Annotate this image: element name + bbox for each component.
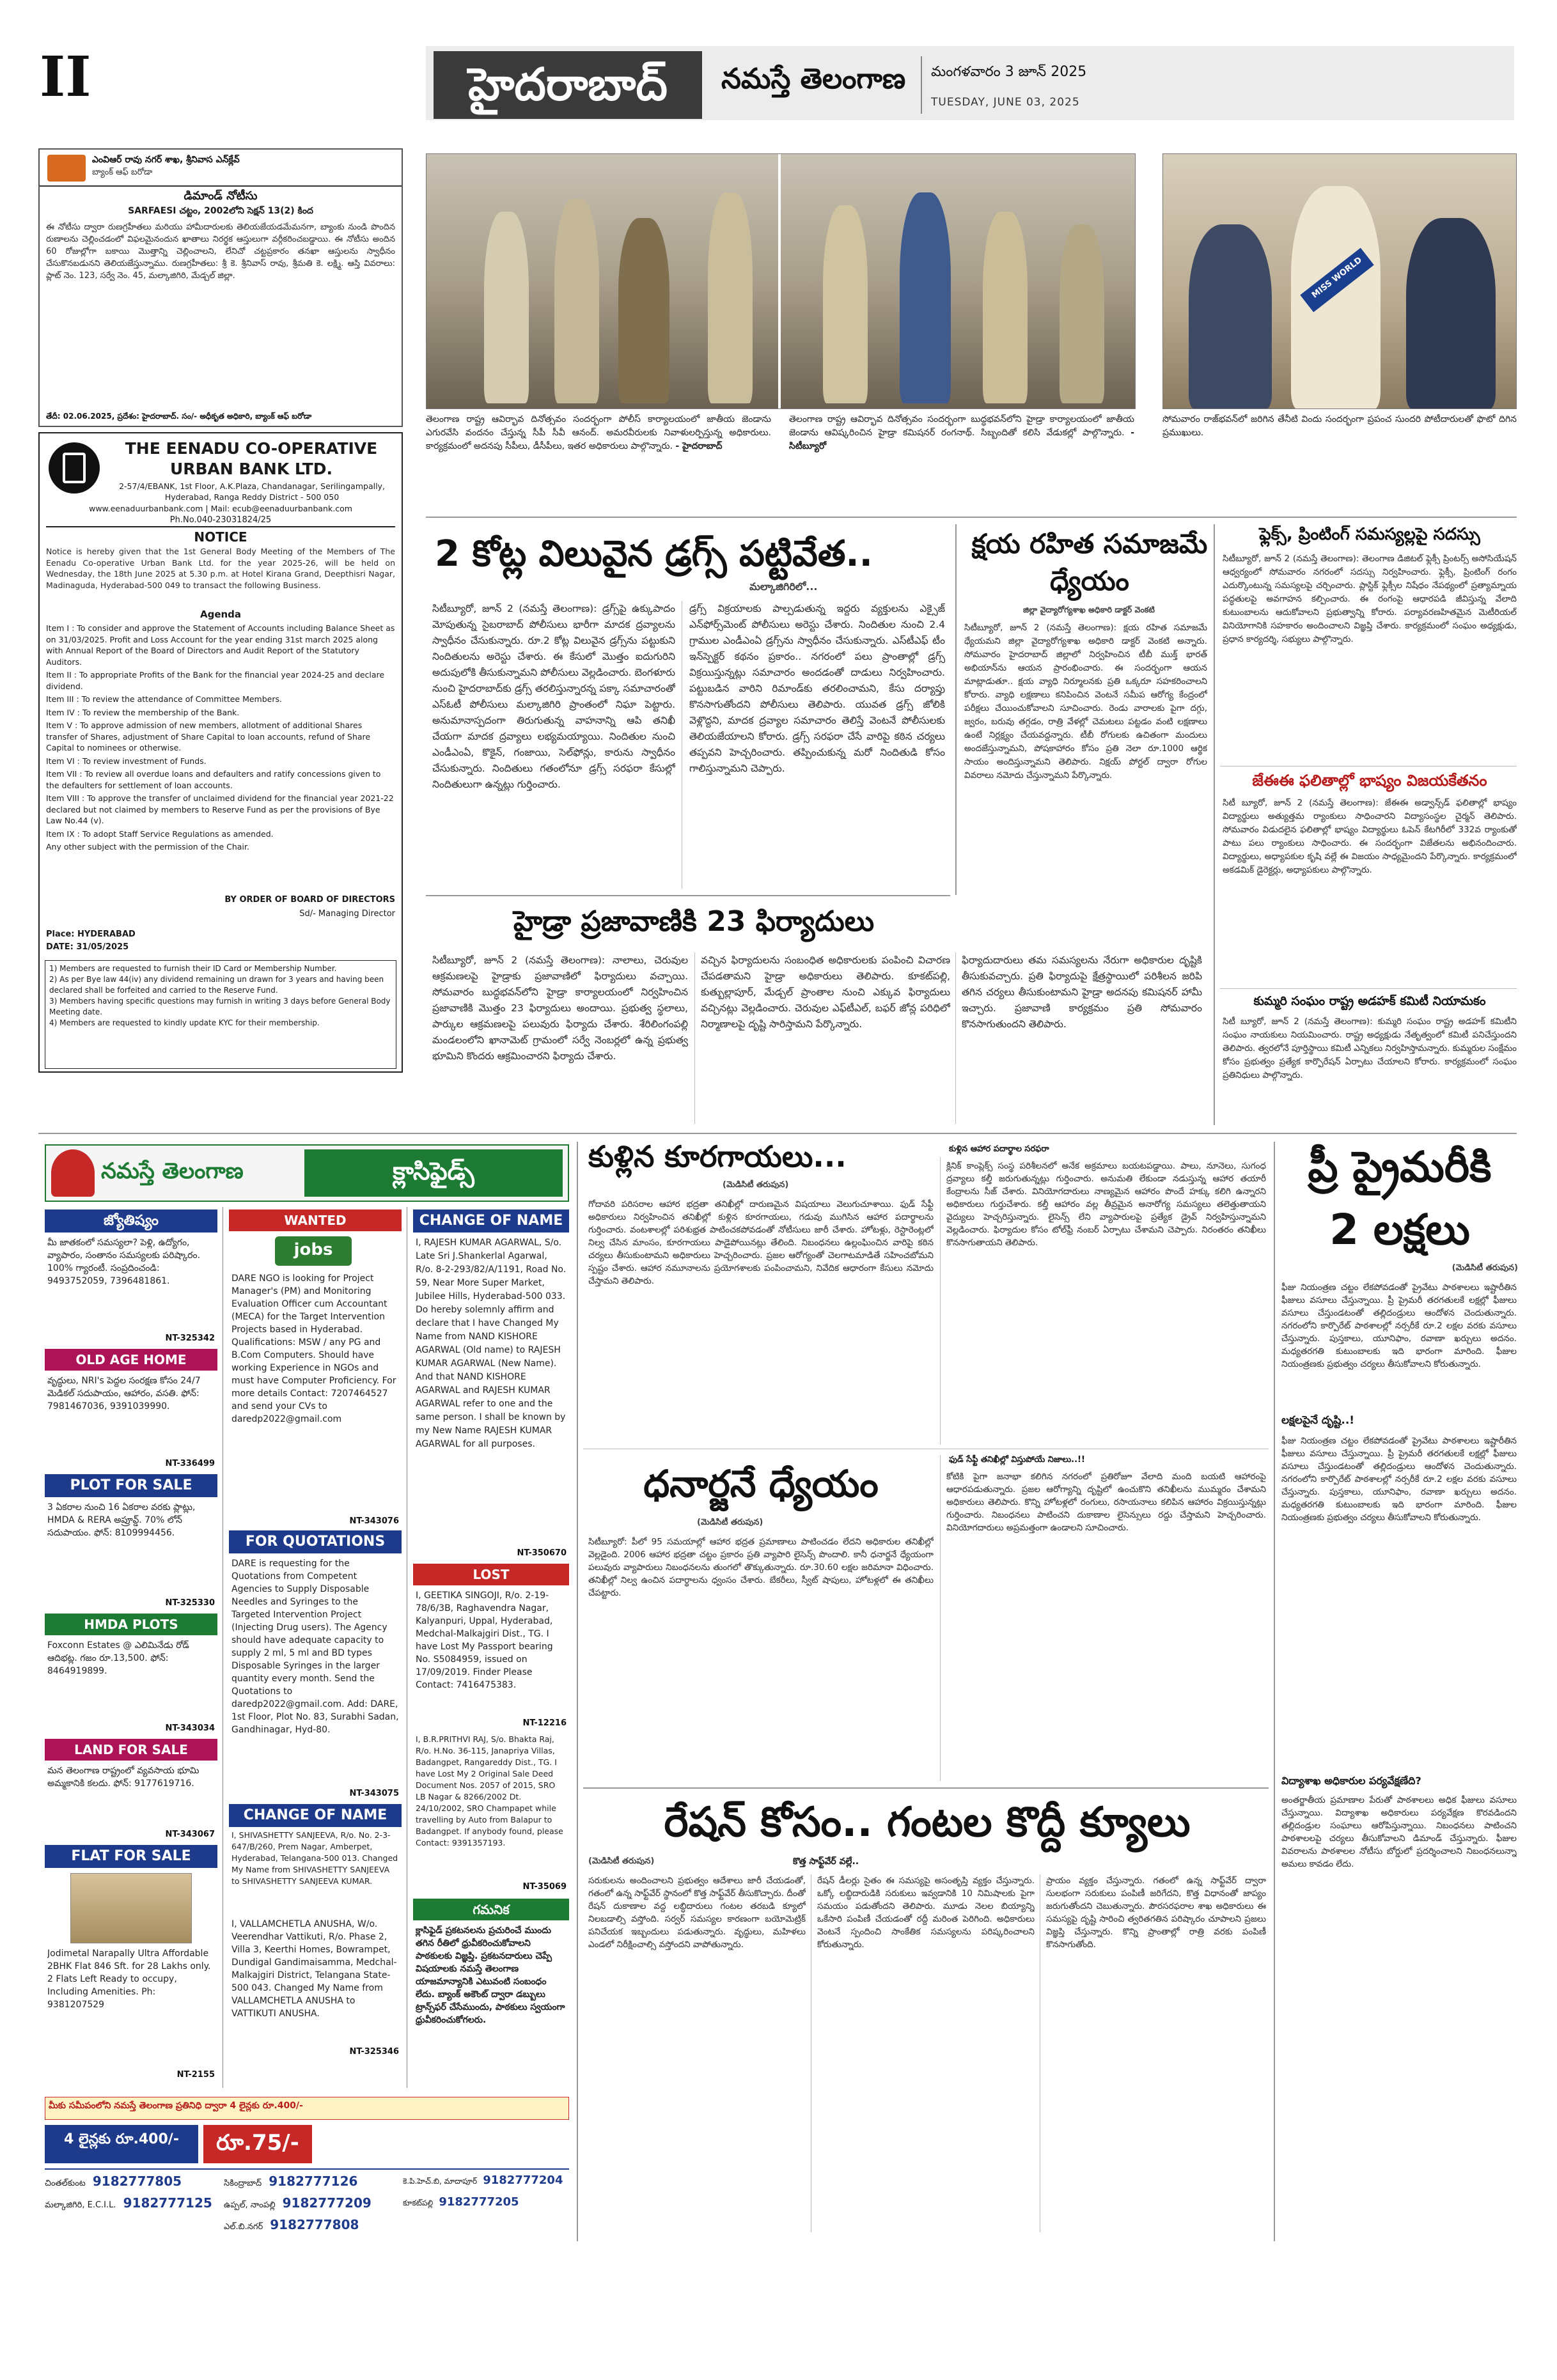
nt-number: NT-325330 [165,1598,215,1608]
lost1-text: I, GEETIKA SINGOJI, R/o. 2-19-78/6/3B, Raghavendra Nagar, Kalyanpuri, Uppal, Hyderabad, Medchal-Malkajgiri Dist., TG. I have Lost My Passport bearing No. S5084959, issued on 17/09/2019. Finder Please Contact: 7416475383. [416,1591,553,1690]
story-money-kicker: ఫుడ్ సేఫ్టీ తనిఖీల్లో విస్తుపోయే నిజాలు..!! [949,1455,1085,1465]
story-hydra-col1: సిటీబ్యూరో, జూన్ 2 (నమస్తే తెలంగాణ): నాలాలు, చెరువుల ఆక్రమణలపై హైడ్రాకు ప్రజావాణిలో ఫిర్యాదులు వచ్చాయి. సోమవారం బుద్ధభవన్‌లోని హైడ్రా కార్యాలయంలో నిర్వహించిన ప్రజావాణికి మొత్తం 23 ఫిర్యాదులు అందాయి. ప్రభుత్వ స్థలాలు, పార్కుల ఆక్రమణలపై పలువురు ఫిర్యాదు చేశారు. శేరిలింగంపల్లి మండలంలోని ఖానామెట్ గ్రామంలో సర్వే నెంబర్లలో ఉన్న ప్రభుత్వ భూమిని కొందరు ఆక్రమించారని ఫిర్యాదు చేశారు. [432,954,688,1062]
caption-credit: - హైదరాబాద్ [675,441,723,451]
story-flex-headline: ఫ్లెక్స్, ప్రింటింగ్ సమస్యల్లపై సదస్సు [1259,525,1480,544]
agenda-item: Item III : To review the attendance of Committee Members. [46,694,282,704]
classifieds-brand-logo [51,1149,95,1197]
story-veg-col2: క్లినిక్ కాంప్లెక్స్ సంస్థ పరిశీలనలో అనేక అక్రమాలు బయటపడ్డాయి. పాలు, నూనెలు, సుగంధ ద్రవ్యాలు కల్తీ జరుగుతున్నట్లు గుర్తించారు. అనుమతి లేకుండా నడుస్తున్న ఆహార తయారీ కేంద్రాలను సీజ్ చేశారు. వినియోగదారులు నాణ్యమైన ఆహారం పొందే హక్కు కలిగి ఉన్నారని అధికారులు గుర్తుచేశారు. కల్తీ ఆహారం వల్ల తీవ్రమైన అనారోగ్య సమస్యలు తలెత్తుతాయని వైద్యులు హెచ్చరిస్తున్నారు. లైసెన్స్ లేని వ్యాపారులపై ప్రత్యేక డ్రైవ్ నిర్వహిస్తున్నామని వెల్లడించారు. ఫిర్యాదుల కోసం టోల్‌ఫ్రీ నంబర్ ఏర్పాటు చేశామని చెప్పారు. నిరంతరం తనిఖీలు కొనసాగుతాయని తెలిపారు. [946,1161,1266,1248]
eenadu-web: www.eenaduurbanbank.com | Mail: ecub@eenaduurbanbank.com [89,504,352,513]
phone-area: కూకట్‌పల్లి [403,2198,434,2207]
jobs-logo-text: jobs [293,1240,333,1259]
phone-item [224,2195,396,2212]
figure [1189,224,1272,409]
nt-number: NT-12216 [522,1718,567,1728]
story-drugs-col1: సిటీబ్యూరో, జూన్ 2 (నమస్తే తెలంగాణ): డ్రగ్స్‌పై ఉక్కుపాదం మోపుతున్న సైబరాబాద్ పోలీసులు భారీగా మాదక ద్రవ్యాలను స్వాధీనం చేసుకున్నారు. రూ.2 కోట్ల విలువైన డ్రగ్స్‌ను పట్టుకుని నిందితులను అరెస్టు చేశారు. ఈ కేసులో మొత్తం ఐదుగురిని అదుపులోకి తీసుకున్నామని పోలీసులు వెల్లడించారు. బెంగళూరు నుంచి హైదరాబాద్‌కు డ్రగ్స్ తరలిస్తున్నారన్న పక్కా సమాచారంతో ఎస్‌ఓటీ పోలీసులు మల్కాజిగిరి ప్రాంతంలో నిఘా పెట్టారు. అనుమానాస్పదంగా తిరుగుతున్న వాహనాన్ని ఆపి తనిఖీ చేయగా మాదక ద్రవ్యాలు లభ్యమయ్యాయి. నిందితుల నుంచి ఎండీఎంఏ, కొకైన్, గంజాయి, సెల్‌ఫోన్లు, కారును స్వాధీనం చేసుకున్నారు. నిందితులు గతంలోనూ డ్రగ్స్ సరఫరా కేసుల్లో నిందితులుగా ఉన్నట్లు గుర్తించారు. [432,603,675,790]
story-drugs-col2: డ్రగ్స్ విక్రయాలకు పాల్పడుతున్న ఇద్దరు వ్యక్తులను ఎక్సైజ్ ఎన్‌ఫోర్స్‌మెంట్ పోలీసులు అరెస్టు చేశారు. నిందితుల నుంచి 2.4 గ్రాముల ఎండీఎంఏ డ్రగ్స్‌ను స్వాధీనం చేసుకున్నారు. ఎస్‌టీఎఫ్ టీం ఇన్‌స్పెక్టర్ కథనం ప్రకారం.. నగరంలో పలు ప్రాంతాల్లో డ్రగ్స్ విక్రయిస్తున్నట్లు సమాచారం అందడంతో దాడులు నిర్వహించారు. పట్టుబడిన వారిని రిమాండ్‌కు తరలించామని, కేసు దర్యాప్తు కొనసాగుతోందని పోలీసులు తెలిపారు. యువత డ్రగ్స్ జోలికి వెళ్లొద్దని, మాదక ద్రవ్యాల సమాచారం తెలిస్తే వెంటనే పోలీసులకు తెలియజేయాలని కోరారు. డ్రగ్స్ సరఫరా చేసే వారిపై కఠిన చర్యలు తప్పవని హెచ్చరించారు. తప్పించుకున్న మరో నిందితుడి కోసం గాలిస్తున్నామని చెప్పారు. [689,603,945,774]
story-tb-col1: సిటీబ్యూరో, జూన్ 2 (నమస్తే తెలంగాణ): క్షయ రహిత సమాజమే ధ్యేయమని జిల్లా వైద్యారోగ్యశాఖ అధికారి డాక్టర్ వెంకటి అన్నారు. సోమవారం హైదరాబాద్ జిల్లాలో నిర్వహించిన టీబీ ముక్త్ భారత్ అభియాన్‌ను ఆయన ప్రారంభించారు. ఈ సందర్భంగా ఆయన మాట్లాడుతూ.. క్షయ వ్యాధి నిర్మూలనకు ప్రతి ఒక్కరూ సహకరించాలని కోరారు. వ్యాధి లక్షణాలు కనిపించిన వెంటనే సమీప ఆరోగ్య కేంద్రంలో పరీక్షలు చేయించుకోవాలని సూచించారు. రెండు వారాలకు పైగా దగ్గు, జ్వరం, బరువు తగ్గడం, రాత్రి వేళల్లో చెమటలు పట్టడం వంటి లక్షణాలు ఉంటే నిర్లక్ష్యం చేయవద్దన్నారు. టీబీ రోగులకు ఉచితంగా మందులు అందజేస్తున్నామని, పోషకాహారం కోసం ప్రతి నెలా రూ.1000 ఆర్థిక సాయం అందిస్తున్నామని తెలిపారు. నిక్షయ్ పోర్టల్ ద్వారా రోగుల వివరాలు నమోదు చేస్తున్నామని పేర్కొన్నారు. [964,623,1207,781]
agenda-item: Item I : To consider and approve the Statement of Accounts including Balance Sheet as on 31/03/2025. Profit and Loss Account for the year ending 31st march 2025 along with Annual Report of the Board of Directors and Audit Report of the Statutory Auditors. [46,623,395,667]
photo-miss-world [1162,153,1517,409]
figure [484,212,529,403]
figure [1060,224,1104,403]
phone-item [45,2174,217,2190]
caption-credit: - సిటీబ్యూరో [789,428,1134,451]
story-veg-byline: (మెడిసిటీ తరుపున) [723,1180,789,1190]
phone-number: 9182777209 [282,2195,372,2211]
eenadu-bank-name: THE EENADU CO-OPERATIVE URBAN BANK LTD. [125,439,378,478]
figure [823,205,868,403]
story-veg-kicker: కుళ్లిన ఆహార పదార్థాల సరఫరా [949,1144,1049,1154]
demand-title [40,185,402,187]
phone-area: మల్కాజిగిరి, E.C.I.L. [45,2200,116,2210]
story-drugs-sub: మల్కాజిగిరిలో... [749,580,818,593]
astro-head: జ్యోతిష్యం [45,1209,217,1233]
photo-police-ceremony [426,153,1136,409]
con4-text: I, RAJESH KUMAR AGARWAL, S/o. Late Sri J.Shankerlal Agarwal, R/o. 8-2-293/82/A/1191, Road No. 59, Near More Super Market, Jubilee Hills, Hyderabad-500 033. Do hereby solemnly affirm and declare that I have Changed My Name from NAND KISHORE AGARWAL (Old name) to RAJESH KUMAR AGARWAL (New Name). And that NAND KISHORE AGARWAL and RAJESH KUMAR AGARWAL refer to one and the same person. I shall be known by my New Name RAJESH KUMAR AGARWAL for all purposes. [416,1238,567,1449]
nt-number: NT-343034 [165,1723,215,1733]
phone-number: 9182777205 [439,2195,519,2209]
con4-head: CHANGE OF NAME [413,1209,569,1233]
flat-text: Jodimetal Narapally Ultra Affordable 2BHK Flat 846 Sft. for 28 Lakhs only. 2 Flats Left Ready to occupy, Including Amenities. Ph: 9381207529 [47,1948,211,2010]
eenadu-phone: Ph.No.040-23031824/25 [46,515,395,527]
story-money-byline: (మెడిసిటీ తరుపున) [697,1518,763,1527]
story-ration-col2: రేషన్ డీలర్లు సైతం ఈ సమస్యపై అసంతృప్తి వ్యక్తం చేస్తున్నారు. ఒక్కో లబ్ధిదారుడికి సరుకులు ఇవ్వడానికి 10 నిమిషాలకు పైగా సమయం పడుతోందని తెలిపారు. మూడు నెలల బియ్యాన్ని ఒకేసారి పంపిణీ చేయడంతో రద్దీ మరింత పెరిగింది. అధికారులు వెంటనే స్పందించి సాంకేతిక సమస్యలను పరిష్కరించాలని కోరుతున్నారు. [817,1876,1035,1950]
nt-number: NT-343076 [349,1516,399,1526]
date-telugu: మంగళవారం 3 జూన్ 2025 [931,64,1087,80]
phone-item [224,2217,396,2234]
footnotes [45,960,396,1069]
rule [940,1157,941,1445]
story-kummari-headline: కుమ్మరి సంఘం రాష్ట్ర అడహక్ కమిటీ నియామకం [1253,994,1486,1008]
notice-place: Place: HYDERABAD [46,929,136,939]
promo-price: 4 లైన్లకు రూ.400/- [64,2131,179,2147]
story-kummari-text: సిటీ బ్యూరో, జూన్ 2 (నమస్తే తెలంగాణ): కుమ్మరి సంఘం రాష్ట్ర అడహక్ కమిటీని సంఘం నాయకులు నియమించారు. రాష్ట్ర అధ్యక్షుడు నేతృత్వంలో కమిటీ పనిచేస్తుందని తెలిపారు. త్వరలోనే పూర్తిస్థాయి కమిటీ ఎన్నికలు నిర్వహిస్తామన్నారు. కుమ్మరుల సంక్షేమం కోసం ప్రభుత్వం ప్రత్యేక కార్పొరేషన్ ఏర్పాటు చేయాలని కోరారు. కార్యక్రమంలో సంఘం ప్రతినిధులు పాల్గొన్నారు. [1223,1016,1517,1080]
agenda-item: Item VI : To review investment of Funds. [46,756,207,766]
demand-notice-footer: తేదీ: 02.06.2025, ప్రదేశం: హైదరాబాద్. సం/- అధీకృత అధికారి, బ్యాంక్ ఆఫ్ బరోడా [46,412,312,421]
phone-area: ఎల్.బి.నగర్ [224,2222,263,2232]
story-hydra-col3: ఫిర్యాదుదారులు తమ సమస్యలను నేరుగా అధికారుల దృష్టికి తీసుకువచ్చారు. ప్రతి ఫిర్యాదుపై క్షేత్రస్థాయిలో పరిశీలన జరిపి తగిన చర్యలు తీసుకుంటామని హైడ్రా అదనపు కమిషనర్ హామీ ఇచ్చారు. ప్రజావాణి కార్యక్రమం ప్రతి సోమవారం కొనసాగుతుందని తెలిపారు. [962,954,1202,1030]
notice-title: NOTICE [194,529,247,545]
gamanika-text: క్లాసిఫైడ్ ప్రకటనలను ప్రచురించే ముందు తగిన రీతిలో ధ్రువీకరించుకోవాలని పాఠకులకు విజ్ఞప్తి. ప్రకటనదారులు చెప్పే విషయాలకు నమస్తే తెలంగాణ యాజమాన్యానికి ఎటువంటి సంబంధం లేదు. బ్యాంక్ అకౌంట్ ద్వారా డబ్బులు ట్రాన్స్‌ఫర్ చేసేముందు, పాఠకులు స్వయంగా ధ్రువీకరించుకోగలరు. [416,1925,565,2025]
section-title-text: హైదరాబాద్ [468,58,668,111]
nt-number: NT-343067 [165,1830,215,1839]
eenadu-address: 2-57/4/EBANK, 1st Floor, A.K.Plaza, Chandanagar, Serilingampally, Hyderabad, Ranga Reddy District - 500 050 [119,481,385,502]
story-preprimary-text1b: ఫీజు నియంత్రణ చట్టం లేకపోవడంతో ప్రైవేటు పాఠశాలలు ఇష్టారీతిన ఫీజులు వసూలు చేస్తున్నాయి. ప్రీ ప్రైమరీ తరగతులకే లక్షల్లో ఫీజులు వసూలు చేస్తుండటంతో తల్లిదండ్రులు ఆందోళన చెందుతున్నారు. నగరంలోని కార్పొరేట్ పాఠశాలల్లో నర్సరీకే రూ.2 లక్షల వరకు వసూలు చేస్తున్నారు. పుస్తకాలు, యూనిఫాం, రవాణా ఖర్చులు అదనం. మధ్యతరగతి కుటుంబాలకు ఇది భారంగా మారింది. ఫీజుల నియంత్రణకు ప్రభుత్వం చర్యలు తీసుకోవాలని కోరుతున్నారు. [1281,1436,1517,1523]
lost2-text: I, B.R.PRITHVI RAJ, S/o. Bhakta Raj, R/o. H.No. 36-115, Janapriya Villas, Badangpet, Rangareddy Dist., TG. I have Lost My 2 Original Sale Deed Document Nos. 2057 of 2015, SRO LB Nagar & 8266/2002 Dt. 24/10/2002, SRO Champapet while travelling by Auto from Balapur to Badangpet. If anybody found, please Contact: 9391357193. [416,1734,563,1847]
quot-head: FOR QUOTATIONS [229,1530,402,1553]
footnote: 1) Members are requested to furnish their ID Card or Membership Number. [49,964,337,973]
story-preprimary-byline: (మెడిసిటీ తరుపున) [1451,1263,1518,1273]
phone-item [403,2195,569,2209]
rule [955,953,956,1124]
flat-photo [70,1873,192,1943]
phone-number: 9182777204 [483,2174,563,2187]
rule [1214,524,1215,1125]
date-english: TUESDAY, JUNE 03, 2025 [931,96,1080,109]
story-flex-text: సిటీబ్యూరో, జూన్ 2 (నమస్తే తెలంగాణ): తెలంగాణ డిజిటల్ ఫ్లెక్సీ ప్రింటర్స్ అసోసియేషన్ ఆధ్వర్యంలో సోమవారం నగరంలో సదస్సు నిర్వహించారు. ఫ్లెక్సీ, ప్రింటింగ్ రంగం ఎదుర్కొంటున్న సమస్యలపై చర్చించారు. ప్లాస్టిక్ ఫ్లెక్సీల నిషేధం నేపథ్యంలో ప్రత్యామ్నాయ పద్ధతులపై అవగాహన కల్పించారు. ఈ రంగంపై ఆధారపడి జీవిస్తున్న వేలాది కుటుంబాలను ఆదుకోవాలని ప్రభుత్వాన్ని కోరారు. పర్యావరణహితమైన మెటీరియల్ వినియోగానికి సహకారం అందించాలని విజ్ఞప్తి చేశారు. కార్యక్రమంలో సంఘం అధ్యక్షుడు, ప్రధాన కార్యదర్శి, సభ్యులు పాల్గొన్నారు. [1223,554,1517,644]
agenda-item: Item V : To approve admission of new members, allotment of additional Shares transfer of Shares, adjustment of Share Capital to loan accounts, refund of Share Capital to nominees or otherwise. [46,720,371,752]
land-text: మన తెలంగాణ రాష్ట్రంలో వ్యవసాయ భూమి అమ్మకానికి కలదు. ఫోన్: 9177619716. [47,1766,200,1789]
figure [708,192,753,403]
agenda-item: Item II : To appropriate Profits of the Bank for the financial year 2024-25 and declare dividend. [46,670,385,691]
phone-number: 9182777805 [92,2174,182,2189]
story-ration-headline: రేషన్ కోసం.. గంటల కొద్దీ క్యూలు [664,1799,1191,1846]
agenda-title: Agenda [200,609,242,620]
phone-item [403,2174,569,2188]
story-jee-text: సిటీ బ్యూరో, జూన్ 2 (నమస్తే తెలంగాణ): జేఈఈ అడ్వాన్స్‌డ్ ఫలితాల్లో భాష్యం విద్యార్థులు అత్యుత్తమ ర్యాంకులు సాధించారని విద్యాసంస్థల చైర్మన్ తెలిపారు. సోమవారం విడుదలైన ఫలితాల్లో భాష్యం విద్యార్థులు ఓపెన్ కేటగిరీలో 332వ ర్యాంకుతో పాటు పలు ర్యాంకులు సాధించారు. ఈ సందర్భంగా విజేతలను అభినందించారు. విద్యార్థులు, అధ్యాపకుల కృషి వల్లే ఈ విజయం సాధ్యమైందని పేర్కొన్నారు. కార్యక్రమంలో అకడమిక్ డైరెక్టర్లు, అధ్యాపకులు పాల్గొన్నారు. [1223,798,1517,875]
wanted-text: DARE NGO is looking for Project Manager's (PM) and Monitoring Evaluation Officer cum Accountant (MECA) for the Target Intervention Projects based in Hyderabad. Qualifications: MSW / any PG and B.Com Computers. Should have working Experience in NGOs and must have Computer Proficiency. For more details Contact: 7207464527 and send your CVs to daredp2022@gmail.com [231,1273,396,1424]
plot-head: PLOT FOR SALE [45,1474,217,1497]
story-preprimary-text1: ఫీజు నియంత్రణ చట్టం లేకపోవడంతో ప్రైవేటు పాఠశాలలు ఇష్టారీతిన ఫీజులు వసూలు చేస్తున్నాయి. ప్రీ ప్రైమరీ తరగతులకే లక్షల్లో ఫీజులు వసూలు చేస్తుండటంతో తల్లిదండ్రులు ఆందోళన చెందుతున్నారు. నగరంలోని కార్పొరేట్ పాఠశాలల్లో నర్సరీకే రూ.2 లక్షల వరకు వసూలు చేస్తున్నారు. పుస్తకాలు, యూనిఫాం, రవాణా ఖర్చులు అదనం. మధ్యతరగతి కుటుంబాలకు ఇది భారంగా మారింది. ఫీజుల నియంత్రణకు ప్రభుత్వం చర్యలు తీసుకోవాలని కోరుతున్నారు. [1281,1282,1517,1369]
caption-text: తెలంగాణ రాష్ట్ర ఆవిర్భావ దినోత్సవం సందర్భంగా బుద్ధభవన్‌లోని హైడ్రా కార్యాలయంలో జాతీయ జెండాను ఆవిష్కరించిన హైడ్రా కమిషనర్ రంగనాథ్. సిబ్బందితో కలిసి వేడుకల్లో పాల్గొన్నారు. [789,414,1134,438]
story-veg-col1: గోదావరి పరిసరాల ఆహార భద్రతా తనిఖీల్లో దారుణమైన విషయాలు వెలుగుచూశాయి. ఫుడ్ సేఫ్టీ అధికారులు నిర్వహించిన తనిఖీల్లో కుళ్లిన కూరగాయలు, గడువు ముగిసిన ఆహార పదార్థాలను గుర్తించారు. వంటశాలల్లో పరిశుభ్రత పాటించకపోవడంతో నోటీసులు జారీ చేశారు. హోటళ్లు, రెస్టారెంట్లలో నిల్వ చేసిన మాంసం, కూరగాయలు పాడైపోయినట్లు తేలింది. నిబంధనలు ఉల్లంఘించిన వారిపై కఠిన చర్యలు తీసుకుంటామని అధికారులు హెచ్చరించారు. ప్రజల ఆరోగ్యంతో చెలగాటమాడితే సహించబోమని స్పష్టం చేశారు. ఆహార నమూనాలను ప్రయోగశాలకు పంపించామని, నివేదిక ఆధారంగా కేసులు నమోదు చేస్తామని తెలిపారు. [588,1199,934,1286]
sash-text: MISS WORLD [1310,255,1365,300]
bank-sub: బ్యాంక్ ఆఫ్ బరోడా [92,167,153,177]
nt-number: NT-336499 [165,1459,215,1468]
land-head: LAND FOR SALE [45,1739,217,1761]
footnote: 4) Members are requested to kindly update KYC for their membership. [49,1018,320,1027]
footnote: 2) As per Bye law 44(iv) any dividend remaining un drawn for 3 years and having been declared shall be forfeited and carried to the Reserve Fund. [49,975,384,995]
classifieds-title: క్లాసిఫైడ్స్ [393,1157,474,1185]
hmda-text: Foxconn Estates @ ఎలిమినేడు రోడ్ ఆదిభట్ల. గజం రూ.13,500. ఫోన్: 8464919899. [47,1640,189,1676]
phone-item [45,2195,217,2212]
footnote: 3) Members having specific questions may furnish in writing 3 days before General Body Meeting date. [49,997,391,1016]
hmda-head: HMDA PLOTS [45,1614,217,1635]
figure [900,192,951,403]
story-preprimary-sub: లక్షలపైనే దృష్టి..! [1281,1414,1355,1427]
phone-number: 9182777808 [270,2217,359,2232]
lost-head: LOST [413,1564,569,1585]
demand-notice-body: ఈ నోటీసు ద్వారా రుణగ్రహీతలు మరియు హామీదారులకు తెలియజేయడమేమనగా, బ్యాంకు నుండి పొందిన రుణాలను చెల్లించడంలో విఫలమైనందున ఖాతాలు నిరర్థక ఆస్తులుగా వర్గీకరించబడ్డాయి. ఈ నోటీసు అందిన 60 రోజుల్లోగా బకాయి మొత్తాన్ని చెల్లించాలని, లేనిచో చట్టప్రకారం తనఖా ఆస్తులను స్వాధీనం చేసుకొనబడునని తెలియజేస్తున్నాము. రుణగ్రహీతలు: శ్రీ కె. శ్రీనివాస్ రావు, శ్రీమతి కె. లక్ష్మి. ఆస్తి వివరాలు: ప్లాట్ నెం. 123, సర్వే నెం. 45, మల్కాజిగిరి, మేడ్చల్ జిల్లా. [46,222,395,281]
page-number: II [40,45,91,109]
phone-area: సికింద్రాబాద్ [224,2179,262,2188]
divider [778,154,781,409]
story-tb-byline: జిల్లా వైద్యారోగ్యశాఖ అధికారి డాక్టర్ వెంకటి [1023,605,1155,614]
figure [983,212,1028,403]
phone-list [45,2168,569,2240]
rule [955,524,957,895]
story-hydra-headline: హైడ్రా ప్రజావాణికి 23 ఫిర్యాదులు [513,905,875,938]
story-jee-headline: జేఈఈ ఫలితాల్లో భాష్యం విజయకేతనం [1252,772,1487,789]
rule [940,1455,941,1781]
rule [577,1142,578,2241]
phone-number: 9182777126 [269,2174,358,2189]
eenadu-bank-notice [38,432,403,1073]
story-money-col1: సిటీబ్యూరో: పీలో 95 సమయాల్లో ఆహార భద్రత ప్రమాణాలు పాటించడం లేదని అధికారుల తనిఖీల్లో వెల్లడైంది. 2006 ఆహార భద్రతా చట్టం ప్రకారం ప్రతి వ్యాపారి లైసెన్స్ పొందాలి. కానీ ధనార్జనే ధ్యేయంగా పలువురు వ్యాపారులు నిబంధనలను తుంగలో తొక్కుతున్నారు. రూ.30.60 లక్షల జరిమానా విధించారు. తనిఖీల్లో నిల్వ ఉంచిన పదార్థాలను ధ్వంసం చేశారు. బేకరీలు, స్వీట్ షాపులు, హోటళ్లలో ఈ తనిఖీలు చేపట్టారు. [588,1537,934,1598]
story-drugs-headline: 2 కోట్ల విలువైన డ్రగ్స్ పట్టివేత.. [435,533,873,575]
caption-text: తెలంగాణ రాష్ట్ర ఆవిర్భావ దినోత్సవం సందర్భంగా పోలీస్ కార్యాలయంలో జాతీయ జెండాను ఎగురవేసి వందనం చేస్తున్న సీపీ సీవీ ఆనంద్. అమరవీరులకు నివాళులర్పిస్తున్న అధికారులు. కార్యక్రమంలో అదనపు సీపీలు, డీసీపీలు, ఇతర అధికారులు పాల్గొన్నారు. [426,414,771,451]
story-money-headline: ధనార్జనే ధ్యేయం [643,1462,879,1505]
rule [1220,988,1517,989]
agenda-list [46,623,395,891]
story-ration-col1: సరుకులను అందించాలని ప్రభుత్వం ఆదేశాలు జారీ చేయడంతో, గతంలో ఉన్న సాఫ్ట్‌వేర్ స్థానంలో కొత్త సాఫ్ట్‌వేర్ తీసుకొచ్చారు. దీంతో రేషన్ దుకాణాల వద్ద లబ్ధిదారులు గంటల తరబడి క్యూలో నిలబడాల్సి వస్తోంది. సర్వర్ సమస్యల కారణంగా బయోమెట్రిక్ పనిచేయక ఇబ్బందులు పడుతున్నారు. వృద్ధులు, మహిళలు ఎండలో నిరీక్షించాల్సి వస్తోందని వాపోతున్నారు. [588,1876,806,1950]
nt-number: NT-325342 [165,1334,215,1343]
story-money-col2: కోటికి పైగా జనాభా కలిగిన నగరంలో ప్రతిరోజూ వేలాది మంది బయటి ఆహారంపై ఆధారపడుతున్నారు. ప్రజల ఆరోగ్యాన్ని దృష్టిలో ఉంచుకొని తనిఖీలను ముమ్మరం చేశామని అధికారులు తెలిపారు. కొన్ని హోటళ్లలో రంగులు, రసాయనాలు కలిపిన ఆహారం విక్రయిస్తున్నట్లు గుర్తించారు. నిబంధనలు పాటించని దుకాణాల లైసెన్సులు రద్దు చేస్తామని హెచ్చరించారు. వినియోగదారులు అప్రమత్తంగా ఉండాలని సూచించారు. [946,1472,1266,1533]
figure [554,199,599,403]
phone-area: కె.పి.హెచ్.బి, మాదాపూర్ [403,2177,478,2186]
figure [618,218,669,403]
plot-text: 3 ఏకరాల నుంచి 16 ఏకరాల వరకు ప్లాట్లు, HMDA & RERA అప్రూవ్డ్. 70% లోన్ సదుపాయం. ఫోన్: 8109994456. [47,1502,196,1538]
classifieds-promo-text: మీకు సమీపంలోని నమస్తే తెలంగాణ ప్రతినిధి ద్వారా 4 లైన్లకు రూ.400/- [49,2101,303,2111]
oldage-head: OLD AGE HOME [45,1349,217,1371]
story-ration-byline: (మెడిసిటీ తరుపున) [588,1856,655,1866]
con1-head: CHANGE OF NAME [229,1804,402,1827]
agenda-item: Item VIII : To approve the transfer of unclaimed dividend for the financial year 2021-22 declared but not claimed by members to Reserve Fund as per the provisions of Bye Law No.44 (v). [46,793,394,825]
nt-number: NT-2155 [176,2070,215,2080]
promo-small: రూ.75/- [216,2130,299,2156]
rule [426,517,1517,518]
notice-body: Notice is hereby given that the 1st General Body Meeting of the Members of The Eenadu Co-operative Urban Bank Ltd. for the year 2025-26, will be held on Wednesday, the 18th June 2025 at 5.30 p.m. at Hotel Kirana Grand, Deepthisri Nagar, Madinaguda, Hyderabad-500 049 to transact the following Business. [46,547,395,590]
phone-area: చింతల్‌కుంట [45,2179,86,2188]
story-preprimary-headline-2: 2 లక్షలు [1329,1205,1470,1254]
nt-number: NT-343075 [349,1789,399,1798]
story-preprimary-sub2: విద్యాశాఖ అధికారుల పర్యవేక్షణేది? [1281,1775,1421,1787]
bank-demand-notice [38,148,403,427]
figure [1406,218,1496,409]
board-order: BY ORDER OF BOARD OF DIRECTORS [224,895,395,905]
con1-text: I, SHIVASHETTY SANJEEVA, R/o. No. 2-3-647/B/260, Prem Nagar, Amberpet, Hyderabad, Telangana-500 013. Changed My Name from SHIVASHETTY SANJEEVA to SHIVASHETTY SANJEEVA KUMAR. [231,1830,398,1886]
paper-name: నమస్తే తెలంగాణ [721,63,906,95]
demand-notice-sub: SARFAESI చట్టం, 2002లోని సెక్షన్ 13(2) కింద [128,206,313,216]
story-tb-headline: క్షయ రహిత సమాజమే ధ్యేయం [971,528,1208,596]
agenda-item: Item VII : To review all overdue loans and defaulters and ratify concessions given to the defaulters for settlement of loan accounts. [46,769,381,790]
caption-text: సోమవారం రాజ్‌భవన్‌లో జరిగిన తేనీటి విందు సందర్భంగా ప్రపంచ సుందరి పోటీదారులతో ఫొటో దిగిన ప్రముఖులు. [1162,414,1517,438]
photo-caption-2 [789,413,1134,509]
bank-logo [47,155,86,182]
agenda-item: Any other subject with the permission of the Chair. [46,842,249,852]
notice-date: DATE: 31/05/2025 [46,942,129,952]
story-veg-headline: కుళ్లిన కూరగాయలు... [588,1139,847,1174]
rule [694,953,695,1124]
bank-name: ఎంవిఆర్ రావు నగర్ శాఖ, శ్రీనివాస ఎన్‌క్లేవ్ [92,155,240,165]
nt-number: NT-350670 [517,1548,567,1558]
story-preprimary-headline-1: ప్రీ ప్రైమరీకి [1308,1142,1492,1192]
agenda-item: Item IX : To adopt Staff Service Regulations as amended. [46,828,274,839]
masthead-divider [921,56,922,114]
phone-area: ఉప్పల్, నాంపల్లి [224,2200,276,2210]
flat-head: FLAT FOR SALE [45,1845,217,1868]
rule [38,1133,1517,1134]
phone-item [224,2174,396,2190]
rule [1274,1142,1275,2241]
eenadu-logo-inner [63,453,86,483]
nt-number: NT-325346 [349,2047,399,2057]
board-sd: Sd/- Managing Director [299,909,395,919]
agenda-item: Item IV : To review the membership of the Bank. [46,707,240,717]
story-preprimary-text2: అంతర్జాతీయ ప్రమాణాల పేరుతో పాఠశాలలు అధిక ఫీజులు వసూలు చేస్తున్నాయి. విద్యాశాఖ అధికారులు పర్యవేక్షణ కొరవడిందని తల్లిదండ్రుల సంఘాలు ఆరోపిస్తున్నాయి. నిబంధనలు పాటించని పాఠశాలలపై చర్యలు తీసుకోవాలని డిమాండ్ చేస్తున్నారు. ఫీజుల వివరాలను పాఠశాలల నోటీసు బోర్డులో ప్రదర్శించాలని నిబంధనలున్నా అమలు కావడం లేదు. [1281,1795,1517,1869]
photo-caption-1 [426,413,771,509]
photo-caption-3 [1162,413,1517,509]
story-ration-kicker: కొత్త సాఫ్ట్‌వేర్ వల్లే.. [793,1856,859,1867]
astro-text: మీ జాతకంలో సమస్యలా? పెళ్లి, ఉద్యోగం, వ్యాపారం, సంతానం సమస్యలకు పరిష్కారం. 100% గ్యారంటీ. సంప్రదించండి: 9493752059, 7396481861. [47,1238,201,1286]
phone-number: 9182777125 [123,2195,212,2211]
rule [426,895,950,896]
story-ration-col3: ప్రాయం వ్యక్తం చేస్తున్నారు. గతంలో ఉన్న సాఫ్ట్‌వేర్ ద్వారా సులభంగా సరుకులు పంపిణీ జరిగేదని, కొత్త విధానంతో జాప్యం జరుగుతోందని చెబుతున్నారు. పౌరసరఫరాల శాఖ అధికారులు ఈ సమస్యపై దృష్టి సారించి త్వరితగతిన పరిష్కారం చూపాలని ప్రజలు విజ్ఞప్తి చేస్తున్నారు. కొన్ని ప్రాంతాల్లో రాత్రి వరకు పంపిణీ కొనసాగుతోంది. [1046,1876,1266,1950]
con2-text: I, VALLAMCHETLA ANUSHA, W/o. Veerendhar Vattikuti, R/o. Phase 2, Villa 3, Keerthi Homes, Bowrampet, Dundigal Gandimaisamma, Medchal-Malkajgiri District, Telangana State-500 043. Changed My Name from VALLAMCHETLA ANUSHA to VATTIKUTI ANUSHA. [231,1919,397,2019]
story-hydra-col2: వచ్చిన ఫిర్యాదులను సంబంధిత అధికారులకు పంపించి విచారణ చేపడతామని హైడ్రా అధికారులు తెలిపారు. కూకట్‌పల్లి, కుత్బుల్లాపూర్, మేడ్చల్ ప్రాంతాల నుంచి ఎక్కువ ఫిర్యాదులు వచ్చినట్లు వెల్లడించారు. చెరువుల ఎఫ్‌టీఎల్, బఫర్ జోన్ల పరిధిలో నిర్మాణాలపై దృష్టి సారిస్తామని పేర్కొన్నారు. [701,954,950,1030]
wanted-head: WANTED [229,1209,402,1231]
demand-notice-title: డిమాండ్ నోటీసు [184,189,258,203]
quot-text: DARE is requesting for the Quotations from Competent Agencies to Supply Disposable Needles and Syringes to the Targeted Intervention Project (Injecting Drug users). The Agency should have adequate capacity to supply 2 ml, 5 ml and BD types Disposable Syringes in the larger quantity every month. Send the Quotations to daredp2022@gmail.com. Add: DARE, 1st Floor, Plot No. 83, Surabhi Sadan, Gandhinagar, Hyd-80. [231,1559,399,1735]
classifieds-brand: నమస్తే తెలంగాణ [101,1158,244,1184]
gamanika-head: గమనిక [413,1899,569,1920]
rule [583,1787,1269,1789]
nt-number: NT-35069 [522,1882,567,1892]
oldage-text: వృద్ధులు, NRI's పెద్దల సంరక్షణ కోసం 24/7 మెడికల్ సదుపాయం, ఆహారం, వసతి. ఫోన్: 7981467036, 9391039990. [47,1376,201,1412]
